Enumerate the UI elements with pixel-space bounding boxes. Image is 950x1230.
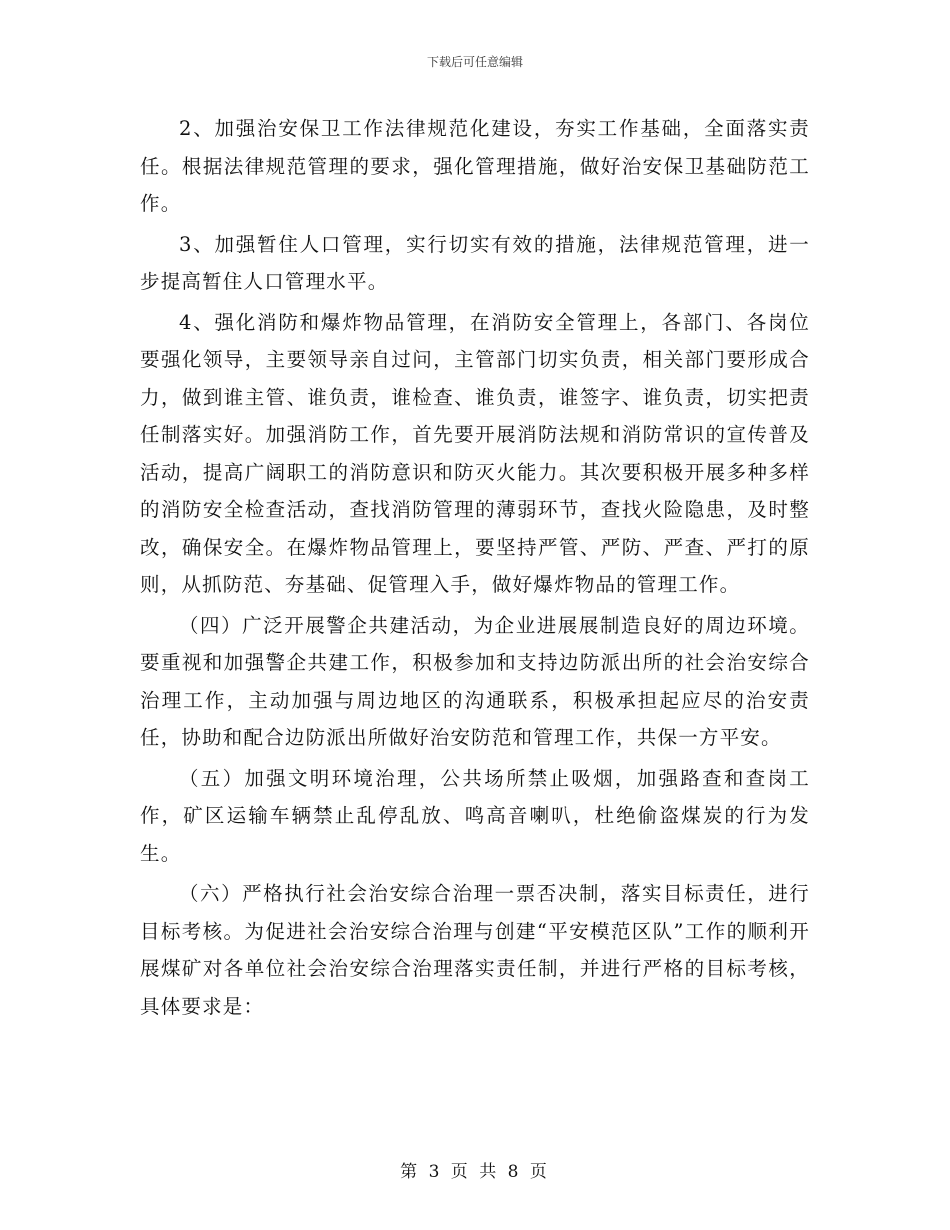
paragraph: （五）加强文明环境治理，公共场所禁止吸烟，加强路查和查岗工作，矿区运输车辆禁止乱停乱放、鸣高音喇叭，杜绝偷盗煤炭的行为发生。 [140,766,810,865]
document-body [140,110,810,1028]
paragraph: （六）严格执行社会治安综合治理一票否决制，落实目标责任，进行目标考核。为促进社会治安综合治理与创建“平安模范区队”工作的顺利开展煤矿对各单位社会治安综合治理落实责任制，并进行严格的目标考核，具体要求是： [140,882,810,1018]
paragraph: （四）广泛开展警企共建活动，为企业进展展制造良好的周边环境。要重视和加强警企共建工作，积极参加和支持边防派出所的社会治安综合治理工作，主动加强与周边地区的沟通联系，积极承担起应尽的治安责任，协助和配合边防派出所做好治安防范和管理工作，共保一方平安。 [140,613,810,749]
paragraph: 2、加强治安保卫工作法律规范化建设，夯实工作基础，全面落实责任。根据法律规范管理的要求，强化管理措施，做好治安保卫基础防范工作。 [140,117,810,215]
paragraph: 3、加强暂住人口管理，实行切实有效的措施，法律规范管理，进一步提高暂住人口管理水平。 [140,232,810,293]
paragraph: 4、强化消防和爆炸物品管理，在消防安全管理上，各部门、各岗位要强化领导，主要领导亲自过问，主管部门切实负责，相关部门要形成合力，做到谁主管、谁负责，谁检查、谁负责，谁签字、谁负责，切实把责任制落实好。加强消防工作，首先要开展消防法规和消防常识的宣传普及活动，提高广阔职工的消防意识和防灭火能力。其次要积极开展多种多样的消防安全检查活动，查找消防管理的薄弱环节，查找火险隐患，及时整改，确保安全。在爆炸物品管理上，要坚持严管、严防、严查、严打的原则，从抓防范、夯基础、促管理入手，做好爆炸物品的管理工作。 [140,310,810,596]
page-number-footer: 第 3 页 共 8 页 [400,1162,550,1182]
header-note: 下载后可任意编辑 [426,55,523,69]
